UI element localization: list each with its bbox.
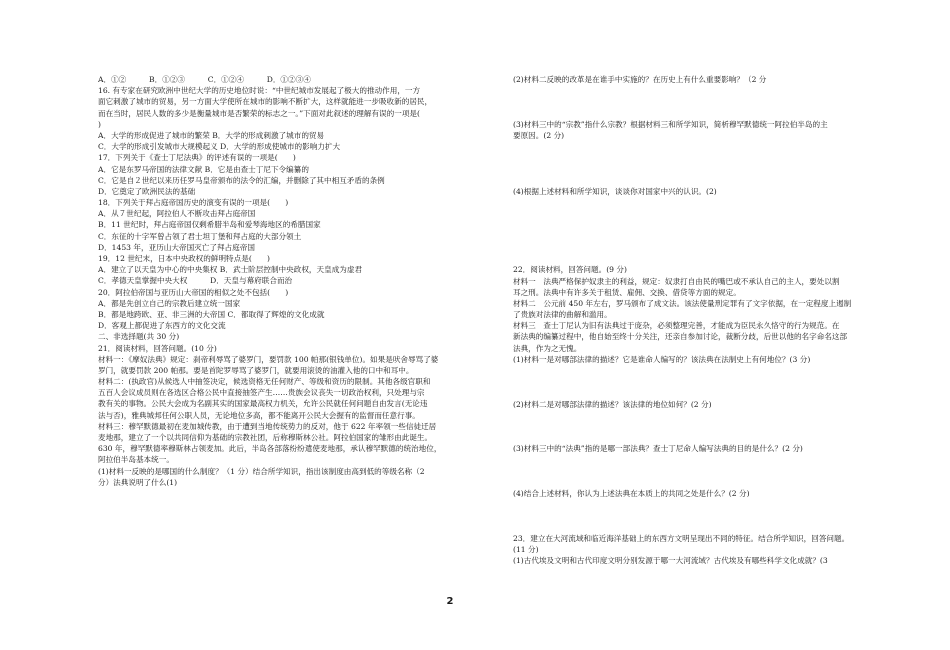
section-heading: 二、非选择题(共 30 分) (98, 332, 180, 342)
q21-material: 材料二：(执政官)从候选人中抽签决定，候选资格无任何财产、等级和资历的限制。其他各级官职和 (98, 377, 431, 387)
q18-stem: 18．下列关于拜占庭帝国历史的演变有误的一项是( ) (98, 198, 289, 208)
answer-space (513, 141, 908, 186)
q20-option: D．客观上都促进了东西方的文化交流 (98, 321, 226, 331)
q19-option: A．建立了以天皇为中心的中央集权 B．武士阶层控制中央政权，天皇成为虚君 (98, 265, 363, 275)
q21-subquestion: (4)根据上述材料和所学知识，谈谈你对国家中兴的认识。(2) (513, 186, 717, 196)
q22-subquestion: (2)材料二是对哪部法律的描述？该法律的地位如何？(2 分) (513, 399, 712, 409)
q21-material: 五百人会议成员则在各选区合格公民中直接抽签产生……贵族会议丧失一切政治权利，只处理与宗 (98, 388, 425, 398)
q21-subquestion: (1)材料一反映的是哪国的什么制度？（1 分）结合所学知识，指出该制度由高到低的等级名称（2 (98, 466, 425, 476)
answer-space (513, 410, 908, 444)
q18-option: C．东征的十字军曾占领了君士坦丁堡和拜占庭的大部分领土 (98, 231, 302, 241)
answer-space (513, 197, 908, 242)
q16-stem: 而在当时，居民人数的多少是衡量城市是否繁荣的标志之一。”下面对此叙述的理解有误的一项是( (98, 108, 420, 118)
q21-material: 阿拉伯半岛基本统一。 (98, 455, 174, 465)
left-column (98, 74, 474, 488)
q21-material: 教有关的事物。公民大会成为名副其实的国家最高权力机关，允许公民就任何问题自由发言(无论违 (98, 399, 428, 409)
q18-option: B．11 世纪时，拜占庭帝国仅剩希腊半岛和爱琴海地区的希腊国家 (98, 220, 321, 230)
answer-space (513, 365, 908, 399)
q22-material: 材料一 法典严格保护奴隶主的利益，规定：奴隶打自由民的嘴巴或不承认自己的主人，要处以割 (513, 276, 840, 286)
q23-stem: (11 分) (513, 545, 539, 555)
q16-stem: ) (98, 119, 101, 129)
q23-subquestion: (1)古代埃及文明和古代印度文明分别发源于哪一大河流域？古代埃及有哪些科学文化成就？(3 (513, 556, 828, 566)
q19-stem: 19．12 世纪末，日本中央政权的鲜明特点是( ) (98, 254, 270, 263)
q21-material: 材料三：穆罕默德最初在麦加城传教，由于遭到当地传统势力的反对，他于 622 年率领一些信徒迁居 (98, 421, 437, 431)
q19-option: C．孝德天皇掌握中央大权 D．天皇与幕府联合而治 (98, 276, 293, 286)
q17-option: D．它奠定了欧洲民法的基础 (98, 186, 196, 196)
q17-option: A．它是东罗马帝国的法律文献 B．它是由查士丁尼下令编纂的 (98, 164, 309, 174)
q20-option: A．都是先创立自己的宗教后建立统一国家 (98, 298, 241, 308)
q16-stem: 面它刺激了城市的贸易，另一方面大学使所在城市的影响不断扩大，这样就能进一步吸收新的居民， (98, 97, 433, 107)
q15-options: A．①② B．①②③ C．①②④ D．①②③④ (98, 75, 311, 84)
q22-material: 了贵族对法律的曲解和滥用。 (513, 310, 612, 320)
q17-option: C．它是自２世纪以来历任罗马皇帝颁布的法令的汇编，并删除了其中相互矛盾的条例 (98, 175, 385, 185)
q23-stem: 23．建立在大河流域和临近海洋基础上的东西方文明呈现出不同的特征。结合所学知识，回答问题。 (513, 533, 850, 543)
q22-subquestion: (4)结合上述材料，你认为上述法典在本质上的共同之处是什么？(2 分) (513, 489, 750, 499)
q22-material: 材料三 查士丁尼认为旧有法典过于庞杂，必须整理完善，才能成为臣民永久恪守的行为规范。在 (513, 321, 840, 331)
q22-stem: 22．阅读材料，回答问题。(9 分) (513, 265, 627, 275)
answer-space (513, 455, 908, 489)
q21-material: 材料一：《摩奴法典》规定：刹帝利辱骂了婆罗门，要罚款 100 帕那(银钱单位)。如果是吠舍辱骂了婆 (98, 354, 439, 364)
q22-material: 耳之刑。法典中有许多关于租赁、雇佣、交换、借贷等方面的规定。 (513, 287, 741, 297)
right-column (513, 74, 908, 567)
q21-subquestion: 要原因。(2 分) (513, 130, 565, 140)
q21-material: 630 年，穆罕默德率穆斯林占领麦加。此后，半岛各部落纷纷遣使麦地那，承认穆罕默德的统治地位， (98, 444, 442, 454)
q21-subquestion: 分）法典说明了什么(1) (98, 477, 178, 487)
page-number: 2 (446, 596, 454, 607)
q21-material: 麦地那，建立了一个以共同信仰为基础的宗教社团，后称穆斯林公社。阿拉伯国家的雏形由此诞生。 (98, 433, 433, 442)
q16-option: C．大学的形成引发城市大规模起义 D．大学的形成使城市的影响力扩大 (98, 142, 341, 152)
q22-subquestion: (3)材料三中的“法典”指的是哪一部法典？查士丁尼命人编写法典的目的是什么？(2 分) (513, 444, 803, 454)
q21-subquestion: (3)材料三中的“宗教”指什么宗教？根据材料三和所学知识，简析穆罕默德统一阿拉伯半岛的主 (513, 119, 828, 129)
q22-material: 新法典的编纂过程中，他自始至终十分关注，还亲自参加讨论，裁断分歧，后世以他的名字命名这部 (513, 332, 848, 342)
q22-subquestion: (1)材料一是对哪部法律的描述？它是谁命人编写的？该法典在法制史上有何地位？(3 分) (513, 354, 811, 364)
q21-subquestion: (2)材料二反映的改革是在谁手中实施的？在历史上有什么重要影响？（2 分 (513, 75, 767, 84)
q17-stem: 17．下列关于《查士丁尼法典》的评述有误的一项是( ) (98, 153, 296, 163)
q21-material: 法与否)，雅典城邦任何公职人员，无论地位多高，都不能离开公民大会握有的监督而任意行事。 (98, 410, 420, 420)
q21-stem: 21．阅读材料，回答问题。(10 分) (98, 343, 217, 353)
q18-option: A．从７世纪起，阿拉伯人不断攻击拜占庭帝国 (98, 209, 256, 219)
q21-material: 罗门，就要罚款 200 帕那。要是首陀罗辱骂了婆罗门，就要用滚烫的油灌入他的口中和耳中。 (98, 365, 414, 375)
q20-stem: 20．阿拉伯帝国与亚历山大帝国的相似之处不包括( ) (98, 287, 289, 297)
q18-option: D．1453 年，亚历山大帝国灭亡了拜占庭帝国 (98, 242, 255, 252)
q22-material: 法典，作为之无愧。 (513, 343, 582, 353)
answer-space (513, 242, 908, 264)
q22-material: 材料二 公元前 450 年左右，罗马颁布了成文法。该法使量刑定罪有了文字依据，在一定程度上遏制 (513, 298, 852, 308)
q16-stem: 16. 有专家在研究欧洲中世纪大学的历史地位时说：“中世纪城市发展起了极大的推动作用，一方 (98, 86, 421, 96)
answer-space (513, 499, 908, 533)
q20-option: B．都是地跨欧、亚、非三洲的大帝国 C．都取得了辉煌的文化成就 (98, 309, 325, 319)
q16-option: A．大学的形成促进了城市的繁荣 B．大学的形成刺激了城市的贸易 (98, 130, 325, 140)
answer-space (513, 85, 908, 119)
